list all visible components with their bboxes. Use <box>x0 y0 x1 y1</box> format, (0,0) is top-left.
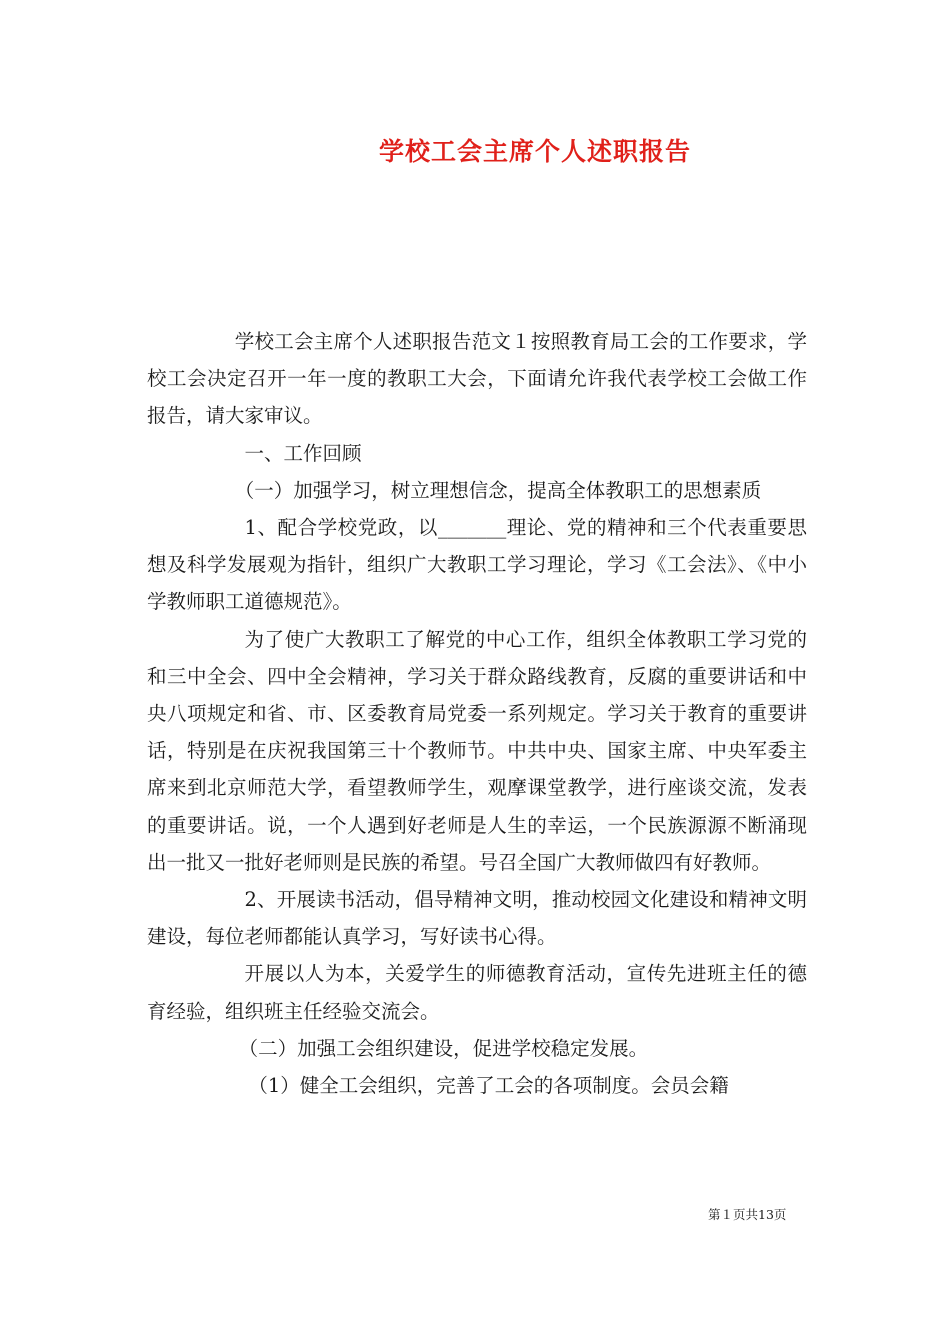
paragraph-item-1: 1、配合学校党政，以_______理论、党的精神和三个代表重要思想及科学发展观为指针，组织广大教职工学习理论，学习《工会法》、《中小学教师职工道德规范》。 <box>147 516 807 614</box>
heading-section-two: （二）加强工会组织建设，促进学校稳定发展。 <box>238 1036 649 1060</box>
paragraph-item-2: 2、开展读书活动，倡导精神文明，推动校园文化建设和精神文明建设，每位老师都能认真学习，写好读书心得。 <box>147 888 807 949</box>
paragraph-ethics: 开展以人为本，关爱学生的师德教育活动，宣传先进班主任的德育经验，组织班主任经验交流会。 <box>147 962 807 1023</box>
document-body <box>147 323 807 1104</box>
paragraph-intro: 学校工会主席个人述职报告范文１按照教育局工会的工作要求，学校工会决定召开一年一度的教职工大会，下面请允许我代表学校工会做工作报告，请大家审议。 <box>147 330 807 428</box>
document-title: 学校工会主席个人述职报告 <box>378 137 691 166</box>
heading-section-one: （一）加强学习，树立理想信念，提高全体教职工的思想素质 <box>234 478 762 502</box>
paragraph-party-study: 为了使广大教职工了解党的中心工作，组织全体教职工学习党的和三中全会、四中全会精神，学习关于群众路线教育，反腐的重要讲话和中央八项规定和省、市、区委教育局党委一系列规定。学习关于教育的重要讲话，特别是在庆祝我国第三十个教师节。中共中央、国家主席、中央军委主席来到北京师范大学，看望教师学生，观摩课堂教学，进行座谈交流，发表的重要讲话。说，一个人遇到好老师是人生的幸运，一个民族源源不断涌现出一批又一批好老师则是民族的希望。号召全国广大教师做四有好教师。 <box>147 627 807 874</box>
heading-work-review: 一、工作回顾 <box>244 441 362 465</box>
paragraph-organization: （1）健全工会组织，完善了工会的各项制度。会员会籍 <box>248 1074 729 1098</box>
page-number: 第１页共13页 <box>708 1207 787 1222</box>
